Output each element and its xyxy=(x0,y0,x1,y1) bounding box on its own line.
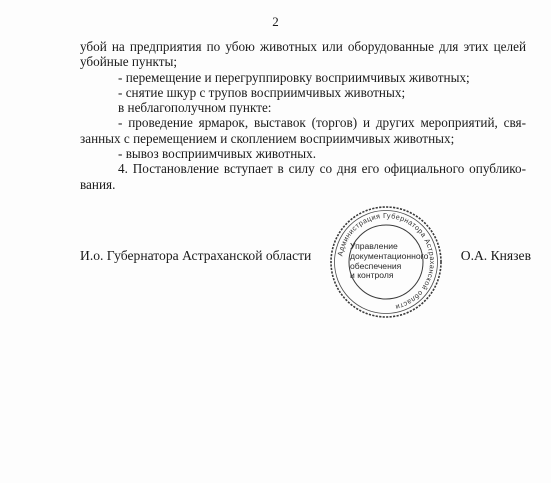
official-seal xyxy=(328,204,444,320)
page-number: 2 xyxy=(272,14,279,29)
body-line: в неблагополучном пункте: xyxy=(118,100,272,116)
seal-center-line: обеспечения xyxy=(350,260,402,271)
document-body xyxy=(80,39,526,192)
body-line: вания. xyxy=(80,176,116,192)
signer-position: И.о. Губернатора Астраханской области xyxy=(80,248,312,263)
body-line: - снятие шкур с трупов восприимчивых животных; xyxy=(118,84,406,100)
body-line: занных с перемещением и скоплением восприимчивых животных; xyxy=(80,130,455,146)
body-line: 4. Постановление вступает в силу со дня его официального опублико- xyxy=(118,161,526,177)
seal-center-line: и контроля xyxy=(350,270,394,281)
body-line: - вывоз восприимчивых животных. xyxy=(118,146,316,162)
body-line: убойные пункты; xyxy=(80,54,178,70)
seal-ring-text: Администрация Губернатора Астраханской области xyxy=(335,210,438,312)
body-line: - перемещение и перегруппировку восприимчивых животных; xyxy=(118,69,470,85)
seal-center-line: документационного xyxy=(350,250,429,261)
body-line: убой на предприятия по убою животных или оборудованные для этих целей xyxy=(80,39,526,54)
body-line: - проведение ярмарок, выставок (торгов) и других мероприятий, свя- xyxy=(118,115,526,131)
seal-center-line: Управление xyxy=(350,241,398,251)
signer-name: О.А. Князев xyxy=(460,248,531,263)
seal-center-text xyxy=(350,241,429,281)
